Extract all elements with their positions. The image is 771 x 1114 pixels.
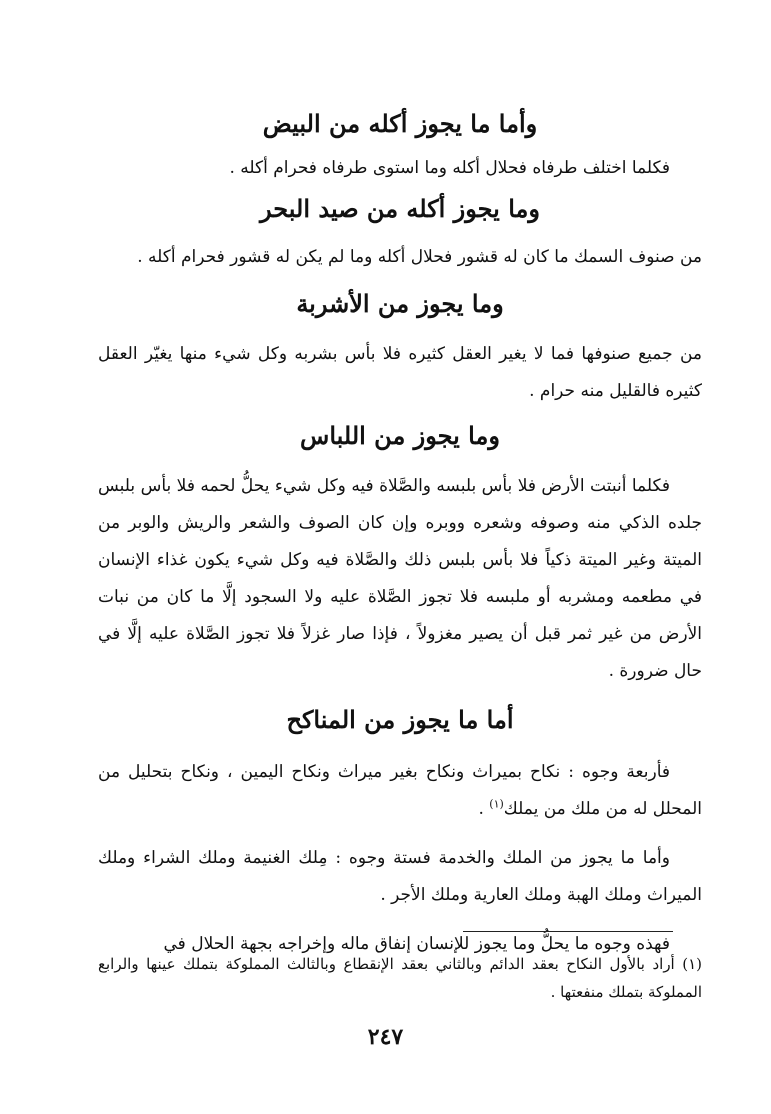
section-title-sea-game: وما يجوز أكله من صيد البحر	[260, 194, 540, 223]
page-body	[98, 104, 702, 963]
footnote: (١) أراد بالأول النكاح بعقد الدائم وبالثاني بعقد الإنقطاع وبالثالث المملوكة بتملك عينها والرابع المملوكة بتملك منفعتها .	[98, 955, 702, 1001]
paragraph-lawful-spending: فهذه وجوه ما يحلُّ وما يجوز للإنسان إنفاق ماله وإخراجه بجهة الحلال في	[163, 934, 670, 954]
paragraph-ownership: وأما ما يجوز من الملك والخدمة فستة وجوه : مِلك الغنيمة وملك الشراء وملك الميراث وملك الهبة وملك العارية وملك الأجر .	[98, 848, 702, 905]
paragraph-marriages	[98, 754, 702, 828]
paragraph-drinks: من جميع صنوفها فما لا يغير العقل كثيره فلا بأس بشربه وكل شيء منها يغيّر العقل كثيره فالقليل منه حرام .	[98, 344, 702, 401]
paragraph-eggs: فكلما اختلف طرفاه فحلال أكله وما استوى طرفاه فحرام أكله .	[229, 158, 670, 178]
page-number: ٢٤٧	[367, 1024, 404, 1050]
paragraph-marriages-end: .	[478, 799, 484, 819]
section-title-eggs: وأما ما يجوز أكله من البيض	[262, 109, 538, 138]
section-title-clothing: وما يجوز من اللباس	[300, 421, 500, 450]
paragraph-sea-game: من صنوف السمك ما كان له قشور فحلال أكله وما لم يكن له قشور فحرام أكله .	[137, 247, 702, 267]
section-title-marriages: أما ما يجوز من المناكح	[286, 705, 514, 734]
paragraph-marriages-text: فأربعة وجوه : نكاح بميراث ونكاح بغير ميراث ونكاح اليمين ، ونكاح بتحليل من المحلل له من ملك من يملك	[98, 762, 702, 819]
paragraph-clothing: فكلما أنبتت الأرض فلا بأس بلبسه والصَّلاة فيه وكل شيء يحلُّ لحمه فلا بأس بلبس جلده الذكي منه وصوفه وشعره ووبره وإن كان الصوف والشعر والريش والوبر من الميتة وغير الميتة ذكياً فلا بأس بلبس ذلك والصَّلاة فيه وكل شيء يكون غذاء الإنسان في مطعمه ومشربه أو ملبسه فلا تجوز الصَّلاة عليه ولا السجود إلَّا ما كان من نبات الأرض من غير ثمر قبل أن يصير مغزولاً ، فإذا صار غزلاً فلا تجوز الصَّلاة عليه إلَّا في حال ضرورة .	[98, 476, 702, 681]
footnote-marker[interactable]: (١)	[489, 797, 504, 811]
section-title-drinks: وما يجوز من الأشربة	[296, 289, 504, 318]
footnote-divider	[463, 931, 673, 932]
